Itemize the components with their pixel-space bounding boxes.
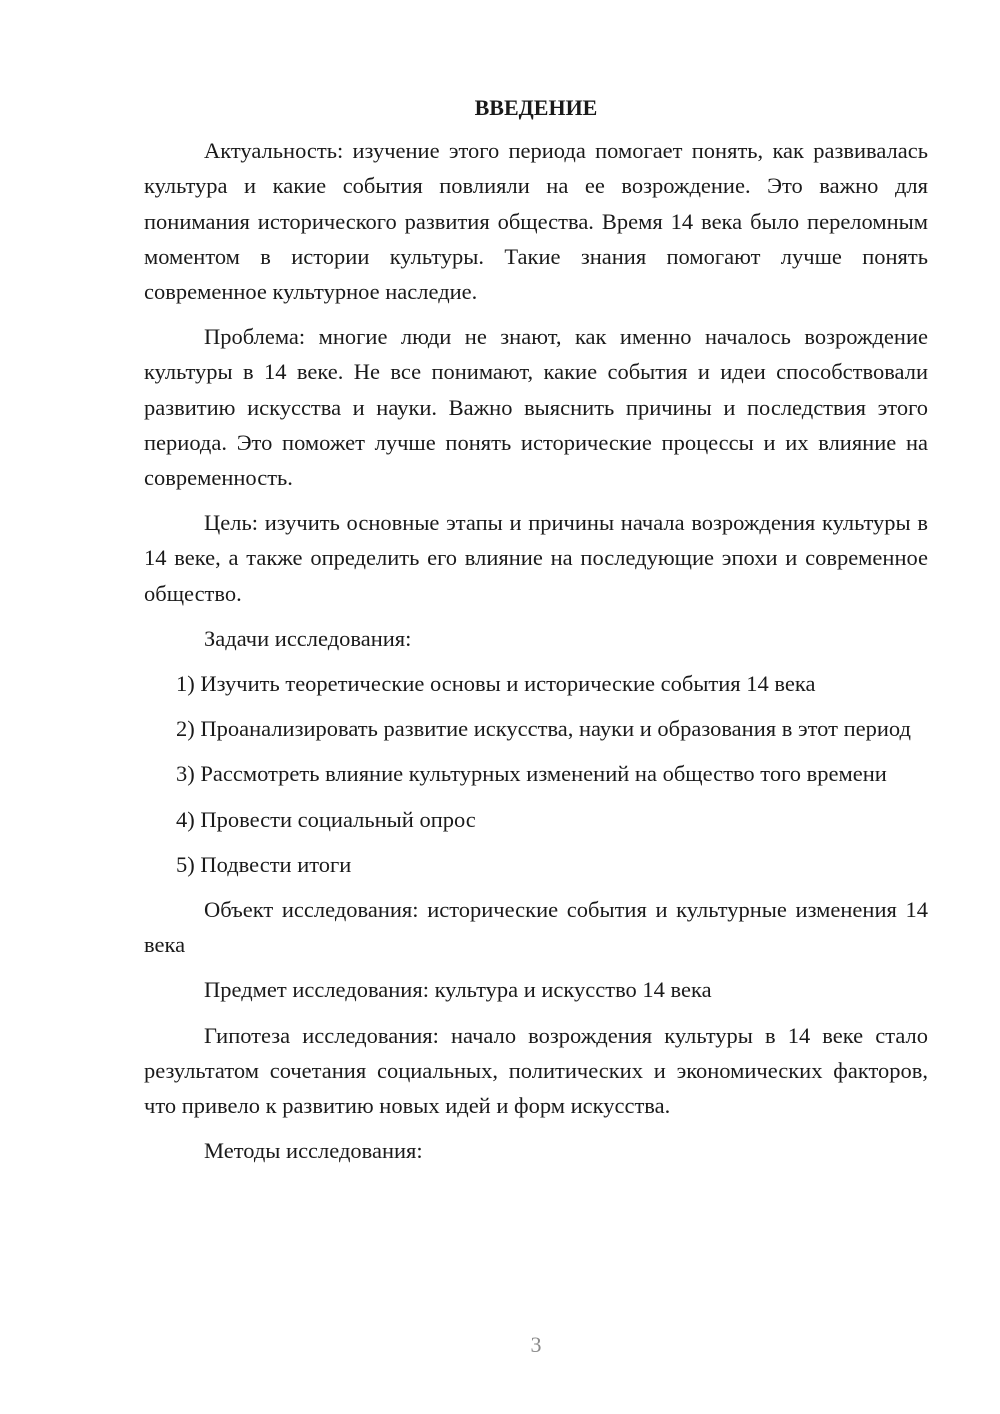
paragraph-goal: Цель: изучить основные этапы и причины начала возрождения культуры в 14 веке, а также определить его влияние на последующие эпохи и современное общество. [144,510,928,606]
tasks-heading: Задачи исследования: [204,625,412,651]
paragraph-relevance: Актуальность: изучение этого периода помогает понять, как развивалась культура и какие события повлияли на ее возрождение. Это важно для понимания исторического развития общества. Время 14 века было переломным моментом в истории культуры. Такие знания помогают лучше понять современное культурное наследие. [144,138,928,305]
page-number: 3 [530,1332,542,1357]
section-title: ВВЕДЕНИЕ [474,95,598,120]
paragraph-problem: Проблема: многие люди не знают, как именно началось возрождение культуры в 14 веке. Не все понимают, какие события и идеи способствовали развитию искусства и науки. Важно выяснить причины и последствия этого периода. Это поможет лучше понять исторические процессы и их влияние на современность. [144,324,928,491]
task-item-3: 3) Рассмотреть влияние культурных изменений на общество того времени [176,761,887,787]
task-item-4: 4) Провести социальный опрос [176,806,476,832]
task-item-1: 1) Изучить теоретические основы и исторические события 14 века [176,671,816,697]
document-page [144,90,928,1178]
task-item-5: 5) Подвести итоги [176,851,352,877]
paragraph-object: Объект исследования: исторические события и культурные изменения 14 века [144,897,928,958]
paragraph-subject: Предмет исследования: культура и искусство 14 века [204,977,712,1003]
paragraph-hypothesis: Гипотеза исследования: начало возрождения культуры в 14 веке стало результатом сочетания социальных, политических и экономических факторов, что привело к развитию новых идей и форм искусства. [144,1022,928,1119]
task-item-2: 2) Проанализировать развитие искусства, науки и образования в этот период [176,716,911,742]
methods-heading: Методы исследования: [204,1138,423,1164]
